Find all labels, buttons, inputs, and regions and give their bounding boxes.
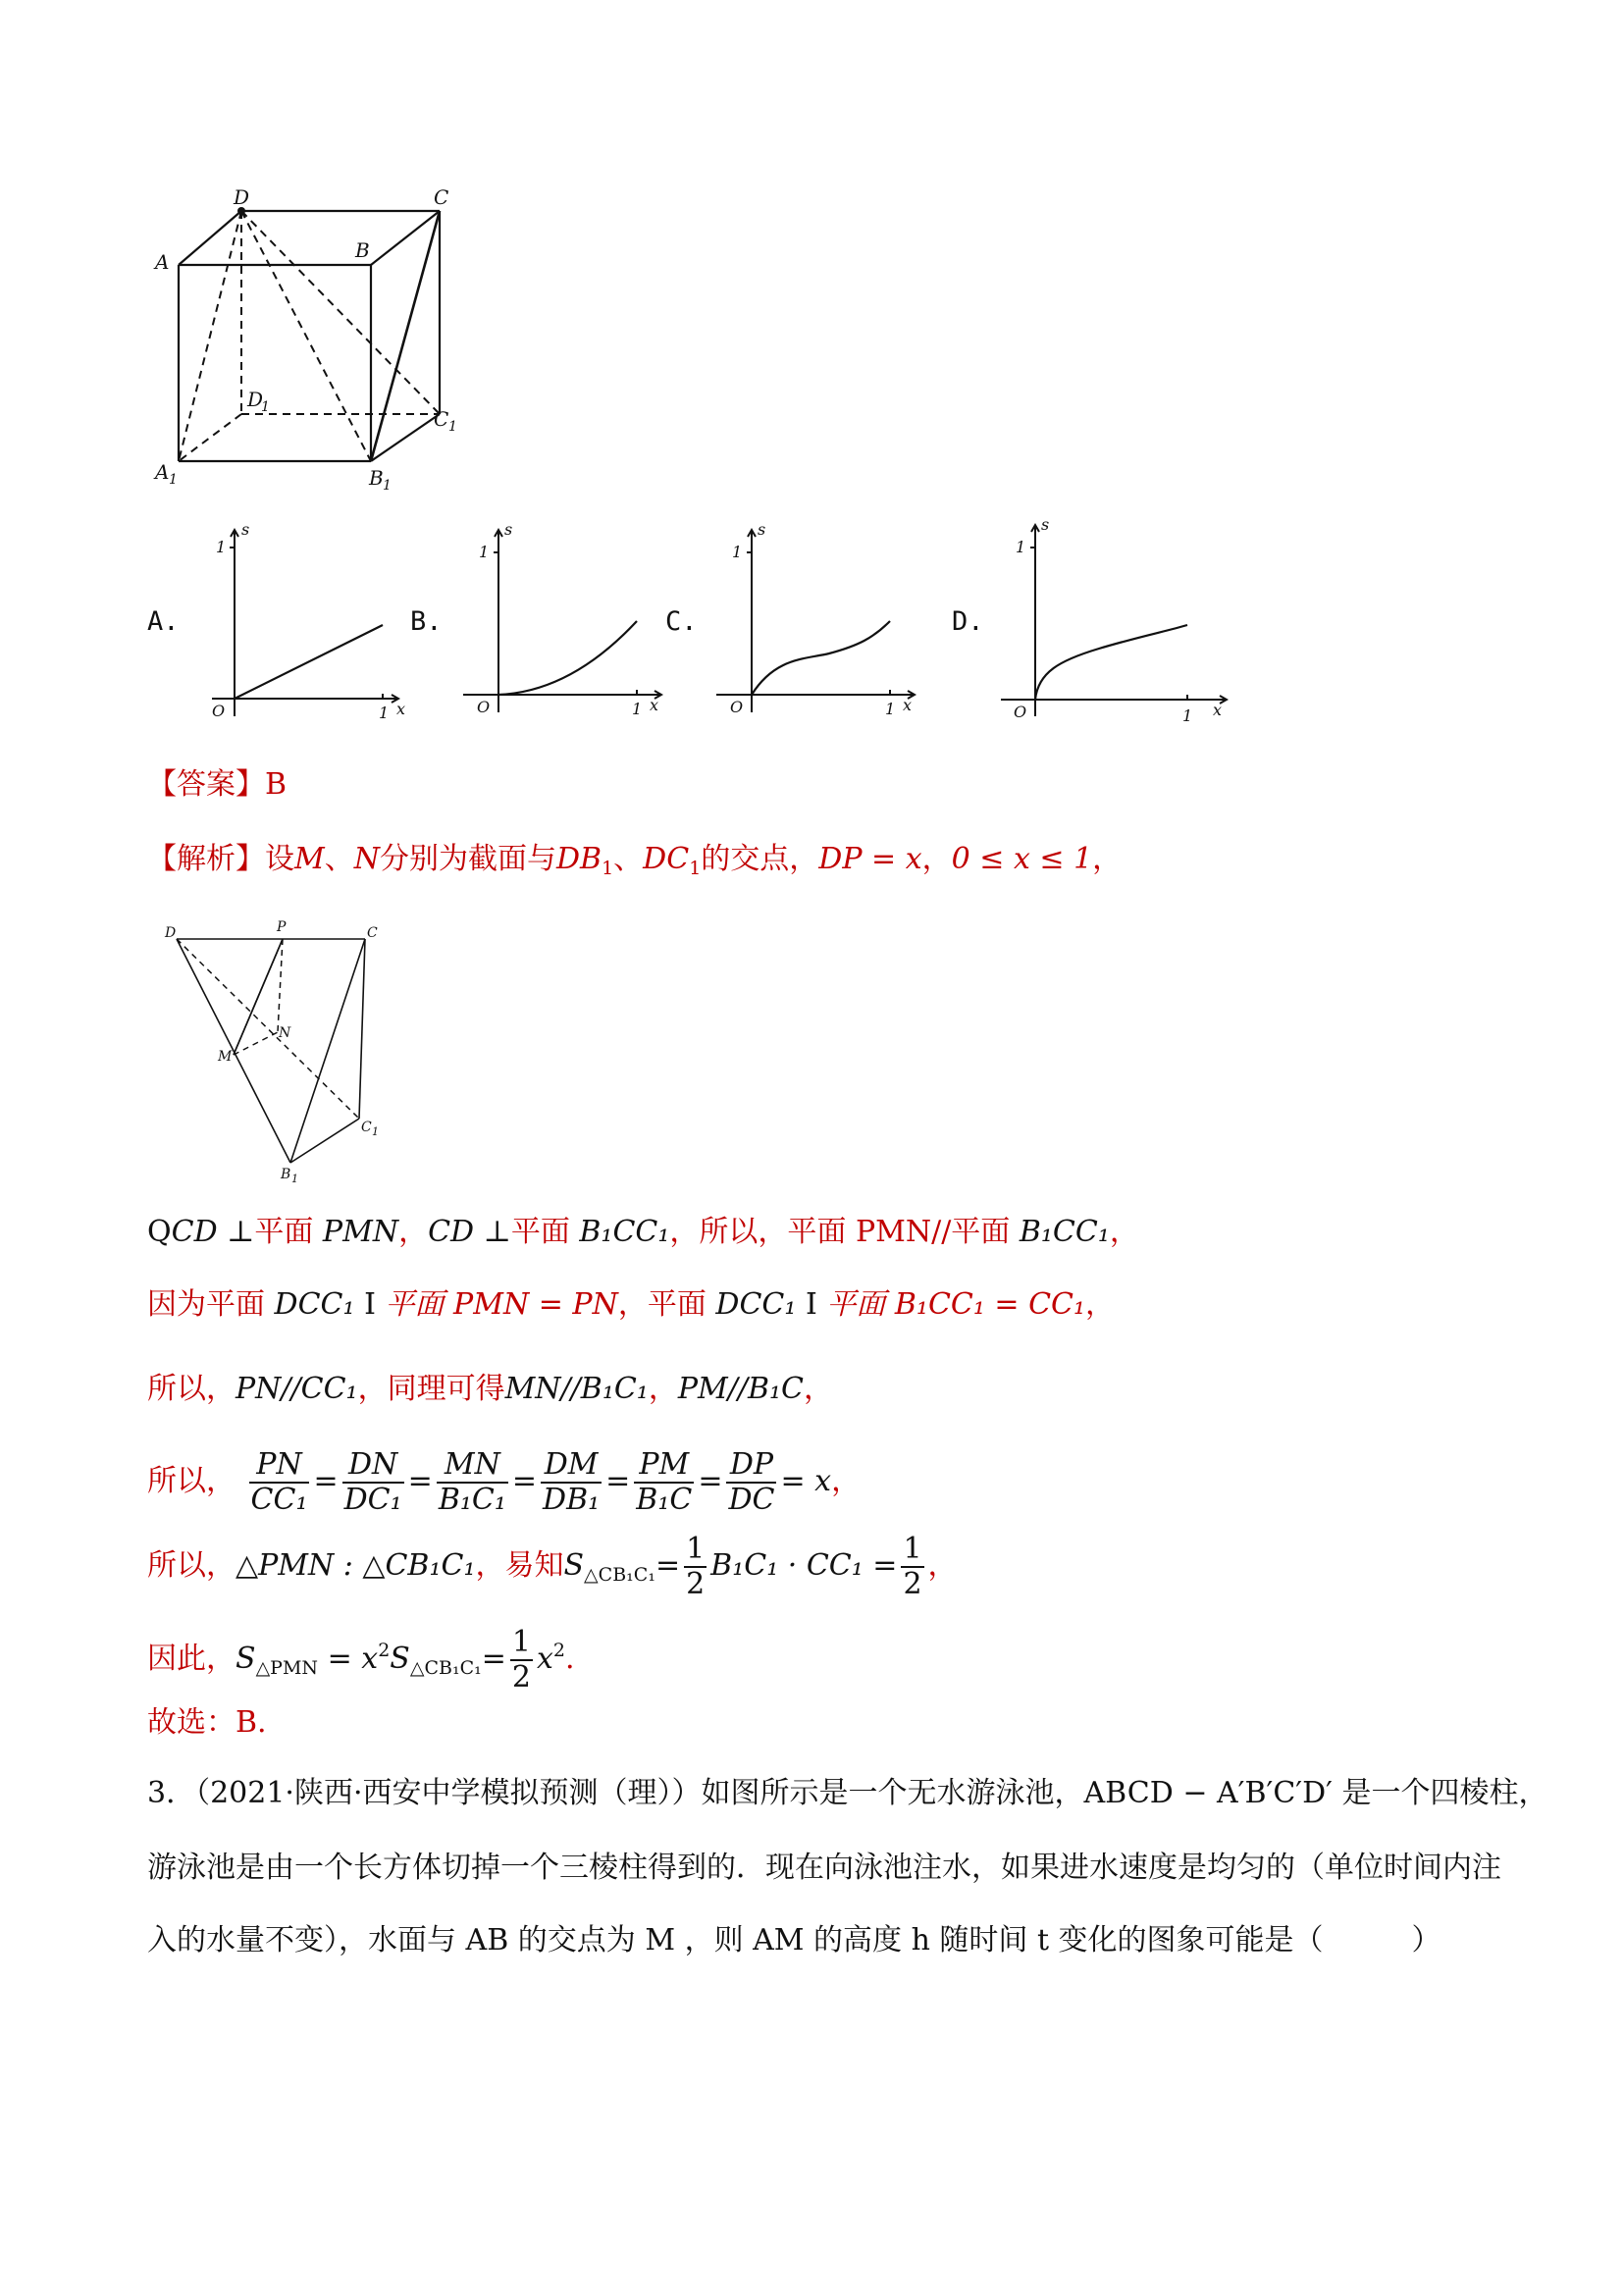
step6-area2-sub: △CB₁C₁ xyxy=(409,1657,482,1679)
step1-comma: ， xyxy=(398,1215,429,1249)
step1-parallel: 平面 PMN//平面 xyxy=(787,1215,1011,1249)
step5-area-sub: △CB₁C₁ xyxy=(584,1564,655,1586)
axis-s-b: s xyxy=(504,520,513,539)
step2-comma: ， xyxy=(617,1287,648,1322)
tick-1-y-b: 1 xyxy=(479,543,490,561)
step1-pmn: PMN xyxy=(322,1215,399,1249)
step5-sim: △PMN : △CB₁C₁ xyxy=(236,1548,476,1583)
t-label-M: M xyxy=(218,1049,233,1065)
step6-sq2: 2 xyxy=(552,1640,565,1661)
step5-so: 所以， xyxy=(147,1548,236,1583)
tick-1-x-d: 1 xyxy=(1182,706,1193,725)
axis-x-d: x xyxy=(1213,701,1223,719)
step1-q: Q xyxy=(147,1215,172,1249)
step1-b1cc1: B₁CC₁ xyxy=(579,1215,670,1249)
frac-dp-dc: $\frac{DP}{DC}$ xyxy=(728,1447,775,1517)
analysis-text-2: 分别为截面与 xyxy=(379,842,556,876)
tick-1-x-b: 1 xyxy=(632,700,643,718)
step3-mn-b1c1: MN//B₁C₁ xyxy=(504,1372,649,1406)
origin-d: O xyxy=(1014,703,1027,721)
axis-s-a: s xyxy=(241,520,250,539)
option-d-letter: D. xyxy=(952,606,984,637)
tick-1-y-a: 1 xyxy=(216,538,227,556)
label-B1: B xyxy=(369,466,384,490)
t-label-N: N xyxy=(279,1025,291,1041)
step2-dcc1: DCC₁ xyxy=(274,1287,355,1322)
analysis-db1: DB xyxy=(555,842,602,876)
step1-b1cc1-2: B₁CC₁ xyxy=(1019,1215,1110,1249)
tick-1-y-d: 1 xyxy=(1016,538,1026,556)
option-c-letter: C. xyxy=(665,606,698,637)
analysis-sep-2: 、 xyxy=(613,842,644,876)
step4-eq-x: = x xyxy=(780,1464,832,1498)
step6-x2: x xyxy=(536,1642,553,1676)
answer-tag: 【答案】 xyxy=(147,767,265,802)
step3-so: 所以， xyxy=(147,1372,236,1406)
step3-pm-b1c: PM//B₁C xyxy=(677,1372,804,1406)
step1-comma-3: ， xyxy=(1109,1215,1139,1249)
step6-eq2: = xyxy=(481,1642,506,1676)
t-label-C1: C xyxy=(361,1120,372,1135)
step-2 xyxy=(147,1285,1115,1325)
step5-easy: 易知 xyxy=(504,1548,564,1583)
step2-plane-b1cc1: 平面 B₁CC₁ = CC₁ xyxy=(826,1287,1086,1322)
cube-figure xyxy=(147,185,481,500)
analysis-line: 【解析】设M、N分别为截面与$DB_1$、$DC_1$的交点，DP = x，0 ≤ x ≤ 1， xyxy=(147,842,1123,879)
label-B1-sub: 1 xyxy=(383,478,392,494)
step-6: 因此，$S_{\triangle PMN} = x^2S_{\triangle CB_1C_1}=$ $\frac{1}{2}$ $x^2$. xyxy=(147,1625,575,1695)
answer-value: B xyxy=(265,767,288,802)
axis-x-b: x xyxy=(650,696,659,714)
axis-x-c: x xyxy=(903,696,913,714)
step-5: 所以，△PMN : △CB₁C₁，易知$S_{\triangle CB_1C_1}=$ $\frac{1}{2}$ B₁C₁ · CC₁ = $\frac{1}{2}$ ， xyxy=(147,1532,958,1601)
axis-s-c: s xyxy=(758,520,766,539)
origin-a: O xyxy=(212,702,226,720)
question3-line-1: 3．（2021·陕西·西安中学模拟预测（理））如图所示是一个无水游泳池，ABCD − A′B′C′D′ 是一个四棱柱， xyxy=(147,1776,1548,1810)
step1-cd-perp-2: CD ⊥ xyxy=(428,1215,511,1249)
label-B: B xyxy=(355,238,370,262)
label-A1: A xyxy=(155,460,170,484)
step5-prod: B₁C₁ · CC₁ = xyxy=(710,1548,898,1583)
step1-plane: 平面 xyxy=(254,1215,314,1249)
step6-area-sub: △PMN xyxy=(255,1657,319,1679)
frac-half-2: $\frac{1}{2}$ xyxy=(903,1532,922,1601)
frac-mn-b1c1: $\frac{MN}{\text{B₁C₁}}$ xyxy=(438,1447,506,1517)
label-D: D xyxy=(234,185,250,209)
t-label-D: D xyxy=(165,925,177,941)
analysis-n: N xyxy=(353,842,380,876)
question3-line-3: 入的水量不变），水面与 AB 的交点为 M ，则 AM 的高度 h 随时间 t 变化的图象可能是（ ） xyxy=(147,1923,1441,1957)
analysis-text-1: 设 xyxy=(265,842,294,876)
label-D1-sub: 1 xyxy=(261,399,270,415)
option-a-graph xyxy=(192,520,408,726)
frac-dm-db1: $\frac{DM}{\text{DB₁}}$ xyxy=(543,1447,601,1517)
label-D1: D xyxy=(247,388,264,411)
option-b-graph xyxy=(444,520,669,726)
analysis-dp: DP = x xyxy=(818,842,922,876)
step2-cap2: I xyxy=(805,1287,817,1322)
analysis-sep: 、 xyxy=(324,842,354,876)
step5-eq: = xyxy=(654,1548,681,1583)
step2-text: 因为平面 xyxy=(147,1287,265,1322)
frac-pm-b1c: $\frac{PM}{\text{B₁C}}$ xyxy=(636,1447,693,1517)
step6-eq: = x xyxy=(327,1642,379,1676)
step2-dcc1-2: DCC₁ xyxy=(715,1287,797,1322)
step6-area: S xyxy=(236,1642,256,1676)
step2-text2: 平面 xyxy=(647,1287,707,1322)
origin-c: O xyxy=(730,698,744,716)
step2-cap: I xyxy=(364,1287,376,1322)
step1-cd-perp: CD ⊥ xyxy=(171,1215,255,1249)
step-1 xyxy=(147,1213,1139,1252)
option-c-graph xyxy=(697,520,922,726)
frac-dn-dc1: $\frac{DN}{\text{DC₁}}$ xyxy=(343,1447,402,1517)
step3-same: 同理可得 xyxy=(387,1372,505,1406)
t-label-B1-sub: 1 xyxy=(291,1173,298,1185)
tick-1-x-c: 1 xyxy=(885,700,896,718)
label-C1-sub: 1 xyxy=(448,419,457,435)
step-3: 所以，PN//CC₁，同理可得MN//B₁C₁，PM//B₁C， xyxy=(147,1372,833,1406)
t-label-P: P xyxy=(277,919,287,935)
t-label-B1: B xyxy=(281,1167,291,1182)
label-C: C xyxy=(434,185,449,209)
step3-pn-cc1: PN//CC₁ xyxy=(236,1372,358,1406)
tick-1-x-a: 1 xyxy=(379,704,390,722)
step1-plane-2: 平面 xyxy=(510,1215,570,1249)
step-7 xyxy=(147,1703,267,1743)
answer-line xyxy=(147,765,287,805)
analysis-dc1: DC xyxy=(643,842,690,876)
tick-1-y-c: 1 xyxy=(732,543,743,561)
step6-hence: 因此， xyxy=(147,1642,236,1676)
question3-line-2: 游泳池是由一个长方体切掉一个三棱柱得到的．现在向泳池注水，如果进水速度是均匀的（单位时间内注 xyxy=(147,1851,1501,1885)
axis-x-a: x xyxy=(396,700,406,718)
label-A: A xyxy=(155,250,170,274)
step1-so: 所以， xyxy=(699,1215,788,1249)
analysis-text-3: 的交点， xyxy=(701,842,819,876)
step1-comma-2: ， xyxy=(669,1215,700,1249)
axis-s-d: s xyxy=(1041,515,1050,534)
step5-area: S xyxy=(563,1548,585,1583)
step-4: 所以， $\frac{PN}{\text{CC₁}}$ = $\frac{DN}{\text{DC₁}}$ = $\frac{MN}{\text{B₁C₁}}$ = $\frac{DM}{\text{DB₁}}$ = $\frac{PM}{\text{B₁C}}$ = $\frac{DP}{DC}$ = x， xyxy=(147,1447,862,1517)
analysis-tag: 【解析】 xyxy=(147,842,265,876)
step7-text: 故选：B. xyxy=(147,1705,267,1740)
step2-comma-2: ， xyxy=(1085,1287,1116,1322)
t-label-C: C xyxy=(367,925,378,941)
t-label-C1-sub: 1 xyxy=(372,1125,379,1138)
option-a-letter: A. xyxy=(147,606,180,637)
option-d-graph xyxy=(981,515,1236,726)
frac-half-3: $\frac{1}{2}$ xyxy=(511,1625,531,1695)
step6-sq: 2 xyxy=(378,1640,391,1661)
step4-so: 所以， xyxy=(147,1464,236,1498)
origin-b: O xyxy=(477,698,491,716)
tetrahedron-figure xyxy=(157,917,393,1185)
label-A1-sub: 1 xyxy=(169,472,178,488)
step2-plane-pmn: 平面 PMN = PN xyxy=(385,1287,618,1322)
frac-pn-cc1: $\frac{PN}{\text{CC₁}}$ xyxy=(250,1447,308,1517)
label-C1: C xyxy=(434,407,449,431)
option-b-letter: B. xyxy=(410,606,443,637)
frac-half-1: $\frac{1}{2}$ xyxy=(686,1532,706,1601)
analysis-m: M xyxy=(294,842,325,876)
analysis-range: 0 ≤ x ≤ 1 xyxy=(951,842,1093,876)
step6-area2: S xyxy=(390,1642,410,1676)
